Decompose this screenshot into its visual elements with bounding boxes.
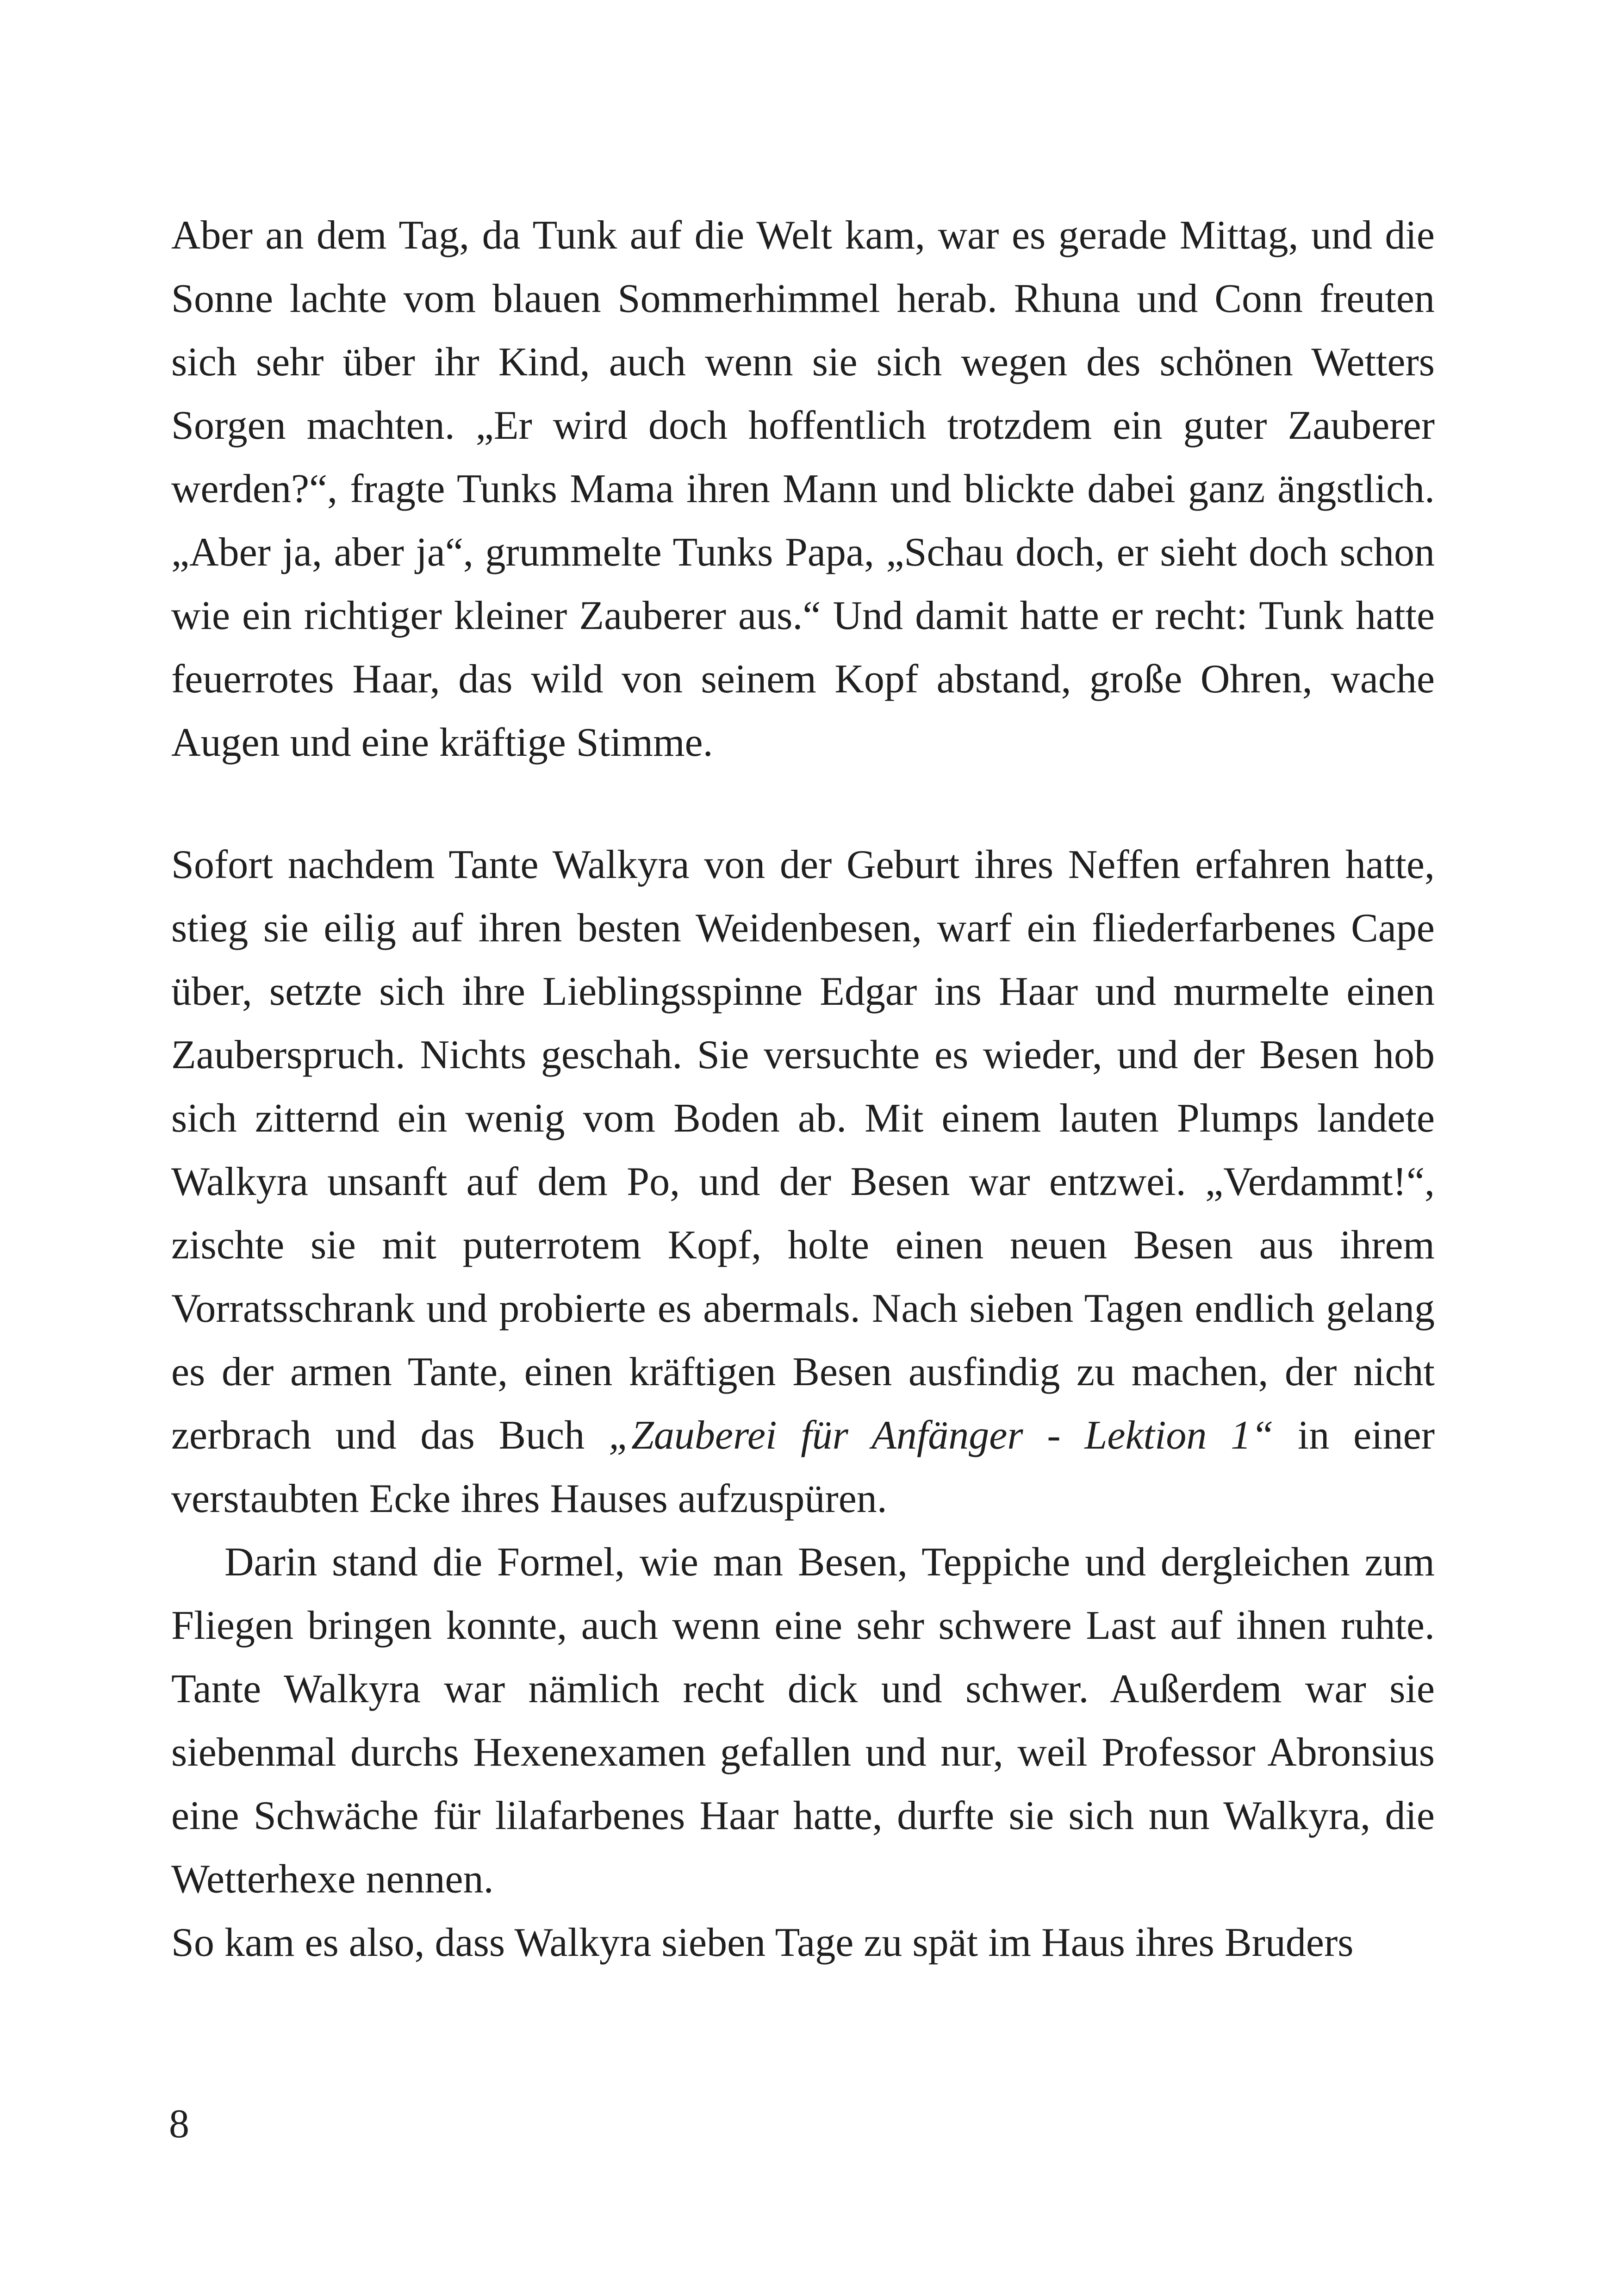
paragraph-tunk-birth: Aber an dem Tag, da Tunk auf die Welt kam, war es gerade Mittag, und die Sonne lachte vom blauen Sommerhimmel herab. Rhuna und Conn freuten sich sehr über ihr Kind, auch wenn sie sich wegen des schönen Wetters Sorgen machten. „Er wird doch hoffentlich trotzdem ein guter Zauberer werden?“, fragte Tunks Mama ihren Mann und blickte dabei ganz ängstlich. „Aber ja, aber ja“, grummelte Tunks Papa, „Schau doch, er sieht doch schon wie ein richtiger kleiner Zauberer aus.“ Und damit hatte er recht: Tunk hatte feuerrotes Haar, das wild von seinem Kopf abstand, große Ohren, wache Augen und eine kräftige Stimme. — [171, 213, 1435, 765]
book-title: „Zauberei für Anfänger - Lektion 1“ — [609, 1413, 1274, 1458]
paragraph-late-arrival: So kam es also, dass Walkyra sieben Tage zu spät im Haus ihres Bruders — [171, 1920, 1354, 1965]
paragraph-flying-formula: Darin stand die Formel, wie man Besen, Teppiche und dergleichen zum Fliegen bringen konnte, auch wenn eine sehr schwere Last auf ihnen ruhte. Tante Walkyra war nämlich recht dick und schwer. Außerdem war sie siebenmal durchs Hexenexamen gefallen und nur, weil Professor Abronsius eine Schwäche für lilafarbenes Haar hatte, durfte sie sich nun Walkyra, die Wetterhexe nennen. — [171, 1540, 1435, 1902]
paragraph-walkyra-broom-end: in einer verstaubten Ecke ihres Hauses aufzuspüren. — [171, 1413, 1435, 1521]
text-block-bottom — [171, 833, 1435, 1974]
text-block-top — [171, 204, 1435, 774]
page-number: 8 — [169, 2102, 189, 2147]
paragraph-walkyra-broom-text: Sofort nachdem Tante Walkyra von der Geburt ihres Neffen erfahren hatte, stieg sie eilig auf ihren besten Weidenbesen, warf ein fliederfarbenes Cape über, setzte sich ihre Lieblingsspinne Edgar ins Haar und murmelte einen Zauberspruch. Nichts geschah. Sie versuchte es wieder, und der Besen hob sich zitternd ein wenig vom Boden ab. Mit einem lauten Plumps landete Walkyra unsanft auf dem Po, und der Besen war entzwei. „Verdammt!“, zischte sie mit puterrotem Kopf, holte einen neuen Besen aus ihrem Vorratsschrank und probierte es abermals. Nach sieben Tagen endlich gelang es der armen Tante, einen kräftigen Besen ausfindig zu machen, der nicht zerbrach und das Buch — [171, 842, 1435, 1458]
paragraph-walkyra-broom — [171, 833, 1435, 1531]
